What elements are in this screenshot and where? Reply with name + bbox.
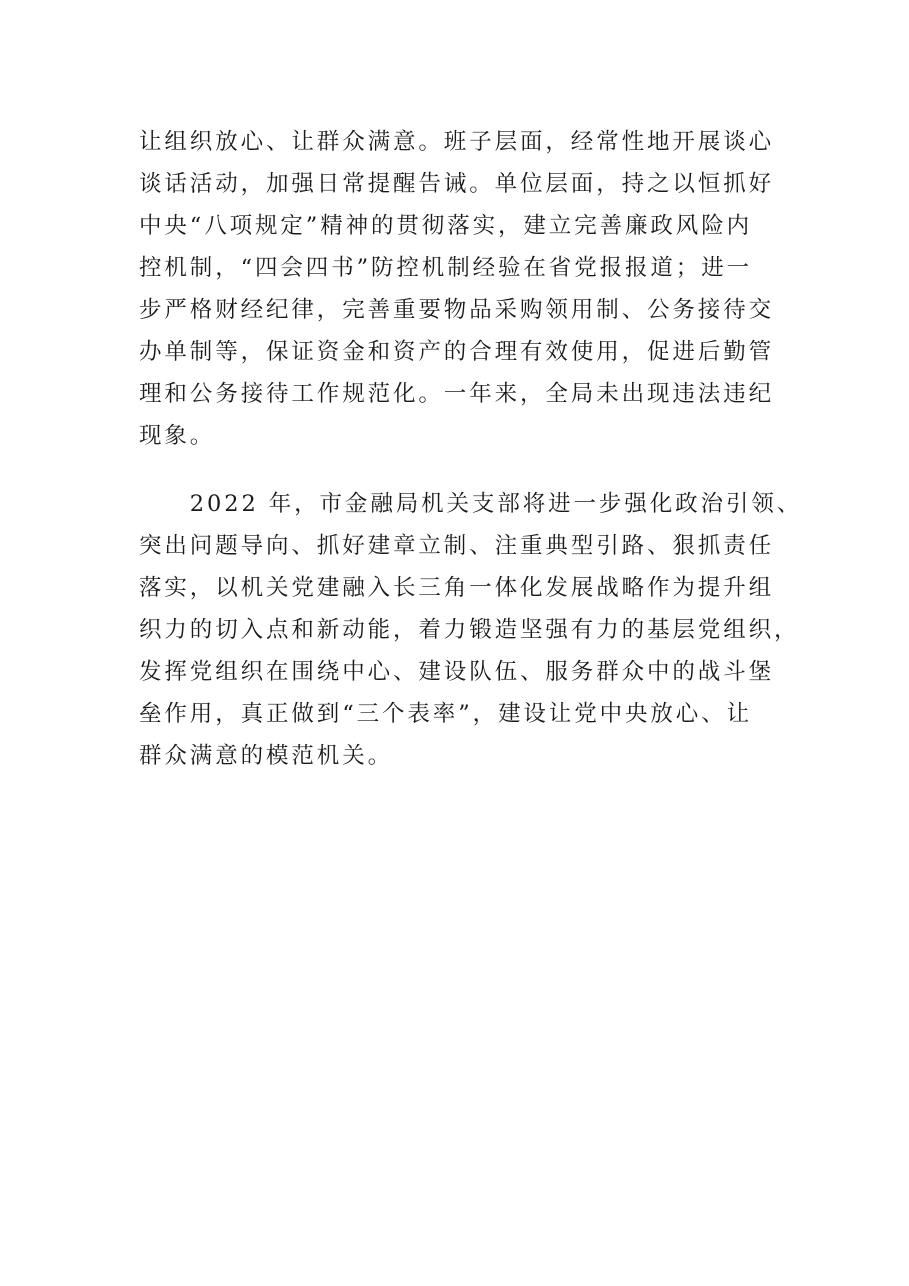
- text-line: 让组织放心、让群众满意。班子层面，经常性地开展谈心: [139, 129, 775, 155]
- text-line: 理和公务接待工作规范化。一年来，全局未出现违法违纪: [139, 381, 775, 407]
- text-line: 办单制等，保证资金和资产的合理有效使用，促进后勤管: [139, 339, 775, 365]
- text-line: 发挥党组织在围绕中心、建设队伍、服务群众中的战斗堡: [139, 659, 775, 685]
- text-line: 谈话活动，加强日常提醒告诫。单位层面，持之以恒抓好: [139, 171, 775, 197]
- text-line: 现象。: [139, 423, 216, 449]
- paragraph-2: [139, 483, 803, 777]
- text-line: 突出问题导向、抓好建章立制、注重典型引路、狠抓责任: [139, 533, 775, 559]
- text-line: 织力的切入点和新动能，着力锻造坚强有力的基层党组织，: [139, 617, 800, 643]
- text-line: 垒作用，真正做到“三个表率”，建设让党中央放心、让: [139, 701, 753, 727]
- text-line: 2022 年，市金融局机关支部将进一步强化政治引领、: [139, 491, 803, 517]
- text-line: 群众满意的模范机关。: [139, 743, 394, 769]
- paragraph-1: [139, 121, 779, 457]
- text-line: 步严格财经纪律，完善重要物品采购领用制、公务接待交: [139, 297, 775, 323]
- text-line: 落实，以机关党建融入长三角一体化发展战略作为提升组: [139, 575, 775, 601]
- text-line: 控机制，“四会四书”防控机制经验在省党报报道；进一: [139, 255, 753, 281]
- document-body: [139, 121, 803, 777]
- text-line: 中央“八项规定”精神的贯彻落实，建立完善廉政风险内: [139, 213, 753, 239]
- paragraph-spacer: [139, 457, 779, 483]
